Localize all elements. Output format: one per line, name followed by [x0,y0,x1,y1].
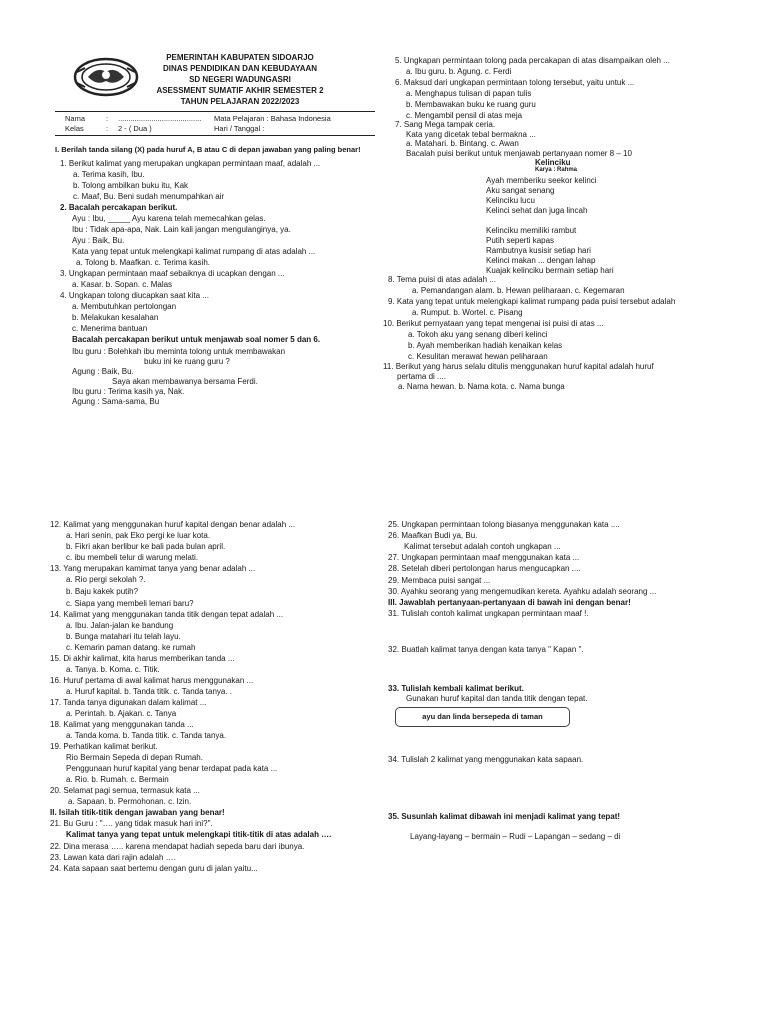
header-line-4: ASESSMENT SUMATIF AKHIR SEMESTER 2 [156,86,324,95]
header-line-5: TAHUN PELAJARAN 2022/2023 [180,97,300,106]
q7-prompt: Kata yang dicetak tebal bermakna ... [406,130,536,139]
q15-options: a. Tanya. b. Koma. c. Titik. [66,665,160,674]
question-11: 11. Berikut yang harus selalu ditulis menggunakan huruf kapital adalah huruf [383,362,654,371]
q4-option-a: a. Membutuhkan pertolongan [72,302,177,311]
question-21: 21. Bu Guru : "…. yang tidak masuk hari ini?". [50,819,213,828]
question-28: 28. Setelah diberi pertolongan harus mengucapkan .... [388,564,581,573]
q10-option-a: a. Tokoh aku yang senang diberi kelinci [408,330,548,339]
header-divider-top [55,111,375,112]
q2-prompt: Kata yang tepat untuk melengkapi kalimat rumpang di atas adalah ... [72,247,316,256]
question-29: 29. Membaca puisi sangat ... [388,576,491,585]
q3-options: a. Kasar. b. Sopan. c. Malas [72,280,173,289]
question-14: 14. Kalimat yang menggunakan tanda titik dengan tepat adalah ... [50,610,284,619]
question-17: 17. Tanda tanya digunakan dalam kalimat ... [50,698,207,707]
q4-option-c: c. Menerima bantuan [72,324,148,333]
header-divider-bottom [55,135,375,136]
q11-options: a. Nama hewan. b. Nama kota. c. Nama bunga [398,382,565,391]
poem-title: Kelinciku [535,158,571,167]
question-26: 26. Maafkan Budi ya, Bu. [388,531,478,540]
poem-line-2: Aku sangat senang [486,186,555,195]
nama-field[interactable]: ........................................ [118,114,202,123]
mapel-label: Mata Pelajaran : Bahasa Indonesia [214,114,331,123]
question-7: 7. Sang Mega tampak ceria. [395,120,496,129]
question-19: 19. Perhatikan kalimat berikut. [50,742,158,751]
q13-option-a: a. Rio pergi sekolah ?. [66,575,146,584]
dialog-line-4: Saya akan membawanya bersama Ferdi. [112,377,258,386]
q19-prompt: Penggunaan huruf kapital yang benar terdapat pada kata ... [66,764,278,773]
poem-line-8: Rambutnya kusisir setiap hari [486,246,591,255]
q1-option-c: c. Maaf, Bu. Beni sudah menumpahkan air [73,192,225,201]
question-31: 31. Tulislah contoh kalimat ungkapan permintaan maaf !. [388,609,589,618]
question-12: 12. Kalimat yang menggunakan huruf kapital dengan benar adalah ... [50,520,296,529]
q6-option-a: a. Menghapus tulisan di papan tulis [406,89,532,98]
kelas-colon: : [106,124,109,133]
poem-line-10: Kuajak kelinciku bermain setiap hari [486,266,614,275]
q19-sentence: Rio Bermain Sepeda di depan Rumah. [66,753,203,762]
poem-line-6: Kelinciku memiliki rambut [486,226,577,235]
question-24: 24. Kata sapaan saat bertemu dengan guru di jalan yaitu... [50,864,258,873]
question-3: 3. Ungkapan permintaan maaf sebaiknya di ucapkan dengan ... [60,269,285,278]
q14-option-b: b. Bunga matahari itu telah layu. [66,632,181,641]
q33-sentence-box: ayu dan linda bersepeda di taman [395,707,570,727]
question-33: 33. Tulislah kembali kalimat berikut. [388,684,524,693]
q12-option-b: b. Fikri akan berlibur ke bali pada bulan april. [66,542,226,551]
q10-option-c: c. Kesulitan merawat hewan peliharaan [408,352,548,361]
question-13: 13. Yang merupakan kamimat tanya yang benar adalah ... [50,564,256,573]
question-20: 20. Selamat pagi semua, termasuk kata ... [50,786,200,795]
dialog-instruction: Bacalah percakapan berikut untuk menjawab soal nomer 5 dan 6. [72,335,321,344]
kelas-label: Kelas [65,124,84,133]
q1-option-b: b. Tolong ambilkan buku itu, Kak [73,181,189,190]
question-25: 25. Ungkapan permintaan tolong biasanya menggunakan kata .... [388,520,620,529]
q10-option-b: b. Ayah memberikan hadiah kenaikan kelas [408,341,563,350]
question-2: 2. Bacalah percakapan berikut. [60,203,178,212]
dialog-line-3: Agung : Baik, Bu. [72,367,134,376]
question-30: 30. Ayahku seorang yang mengemudikan kereta. Ayahku adalah seorang ... [388,587,657,596]
q1-option-a: a. Terima kasih, Ibu. [73,170,145,179]
school-emblem-logo [73,56,139,98]
q14-option-a: a. Ibu. Jalan-jalan ke bandung [66,621,174,630]
question-5: 5. Ungkapan permintaan tolong pada percakapan di atas disampaikan oleh ... [395,56,670,65]
q4-option-b: b. Melakukan kesalahan [72,313,159,322]
q19-options: a. Rio. b. Rumah. c. Bermain [66,775,169,784]
poem-line-7: Putih seperti kapas [486,236,555,245]
question-8: 8. Tema puisi di atas adalah ... [388,275,496,284]
q18-options: a. Tanda koma. b. Tanda titik. c. Tanda tanya. [66,731,227,740]
q11-prompt: pertama di .... [397,372,446,381]
question-1: 1. Berikut kalimat yang merupakan ungkapan permintaan maaf, adalah ... [60,159,321,168]
section-3-instruction: III. Jawablah pertanyaan-pertanyaan di bawah ini dengan benar! [388,598,631,607]
q6-option-c: c. Mengambil pensil di atas meja [406,111,523,120]
dialog-line-5: Ibu guru : Terima kasih ya, Nak. [72,387,185,396]
q17-options: a. Perintah. b. Ajakan. c. Tanya [66,709,177,718]
dialog-line-6: Agung : Sama-sama, Bu [72,397,160,406]
question-9: 9. Kata yang tepat untuk melengkapi kalimat rumpang pada puisi tersebut adalah [388,297,676,306]
poem-line-4: Kelinci sehat dan juga lincah [486,206,588,215]
q7-options: a. Matahari. b. Bintang. c. Awan [406,139,519,148]
poem-line-3: Kelinciku lucu [486,196,535,205]
header-line-3: SD NEGERI WADUNGASRI [189,75,291,84]
dialog-line-2: buku ini ke ruang guru ? [144,357,230,366]
section-2-instruction: II. Isilah titik-titik dengan jawaban yang benar! [50,808,225,817]
q2-dialog-3: Ayu : Baik, Bu. [72,236,125,245]
q6-option-b: b. Membawakan buku ke ruang guru [406,100,536,109]
question-10: 10. Berikut pernyataan yang tepat mengenai isi puisi di atas ... [383,319,604,328]
question-35: 35. Susunlah kalimat dibawah ini menjadi kalimat yang tepat! [388,812,621,821]
q26-prompt: Kalimat tersebut adalah contoh ungkapan ... [404,542,561,551]
question-32: 32. Buatlah kalimat tanya dengan kata tanya " Kapan ". [388,645,584,654]
q14-option-c: c. Kemarin paman datang. ke rumah [66,643,196,652]
poem-instruction: Bacalah puisi berikut untuk menjawab pertanyaan nomer 8 – 10 [406,149,632,158]
poem-author: Karya : Rahma [535,167,578,173]
q9-options: a. Rumput. b. Wortel. c. Pisang [412,308,523,317]
q33-prompt: Gunakan huruf kapital dan tanda titik dengan tepat. [406,694,588,703]
hari-tanggal-label[interactable]: Hari / Tanggal : [214,124,265,133]
question-6: 6. Maksud dari ungkapan permintaan tolong tersebut, yaitu untuk ... [395,78,635,87]
nama-colon: : [106,114,109,123]
poem-line-9: Kelinci makan ... dengan lahap [486,256,596,265]
question-27: 27. Ungkapan permintaan maaf menggunakan kata ... [388,553,580,562]
q2-dialog-2: Ibu : Tidak apa-apa, Nak. Lain kali jangan mengulanginya, ya. [72,225,291,234]
q21-prompt: Kalimat tanya yang tepat untuk melengkapi titik-titik di atas adalah …. [66,830,332,839]
poem-line-1: Ayah memberiku seekor kelinci [486,176,597,185]
question-15: 15. Di akhir kalimat, kita harus memberikan tanda ... [50,654,235,663]
q5-options: a. Ibu guru. b. Agung. c. Ferdi [406,67,512,76]
header-line-2: DINAS PENDIDIKAN DAN KEBUDAYAAN [162,64,318,73]
q20-options: a. Sapaan. b. Permohonan. c. Izin. [68,797,192,806]
q13-option-b: b. Baju kakek putih? [66,587,139,596]
q13-option-c: c. Siapa yang membeli lemari baru? [66,599,194,608]
q12-option-c: c. ibu membeli telur di warung melati. [66,553,199,562]
q8-options: a. Pemandangan alam. b. Hewan peliharaan. c. Kegemaran [412,286,625,295]
section-1-instruction: I. Berilah tanda silang (X) pada huruf A, B atau C di depan jawaban yang paling benar! [55,145,361,154]
q16-options: a. Huruf kapital. b. Tanda titik. c. Tanda tanya. . [66,687,233,696]
q2-options: a. Tolong b. Maafkan. c. Terima kasih. [76,258,210,267]
question-4: 4. Ungkapan tolong diucapkan saat kita ... [60,291,209,300]
question-22: 22. Dina merasa ….. karena mendapat hadiah sepeda baru dari ibunya. [50,842,305,851]
dialog-line-1: Ibu guru : Bolehkah ibu meminta tolong untuk membawakan [72,347,286,356]
header-line-1: PEMERINTAH KABUPATEN SIDOARJO [166,53,314,62]
question-18: 18. Kalimat yang menggunakan tanda ... [50,720,194,729]
kelas-value: 2 - ( Dua ) [118,124,152,133]
question-23: 23. Lawan kata dari rajin adalah …. [50,853,176,862]
question-34: 34. Tulislah 2 kalimat yang menggunakan kata sapaan. [388,755,584,764]
nama-label: Nama [65,114,86,123]
q2-dialog-1: Ayu : Ibu, _____ Ayu karena telah memecahkan gelas. [72,214,266,223]
q35-words: Layang-layang – bermain – Rudi – Lapangan – sedang – di [410,832,621,841]
question-16: 16. Huruf pertama di awal kalimat harus menggunakan ... [50,676,254,685]
q12-option-a: a. Hari senin, pak Eko pergi ke luar kota. [66,531,211,540]
